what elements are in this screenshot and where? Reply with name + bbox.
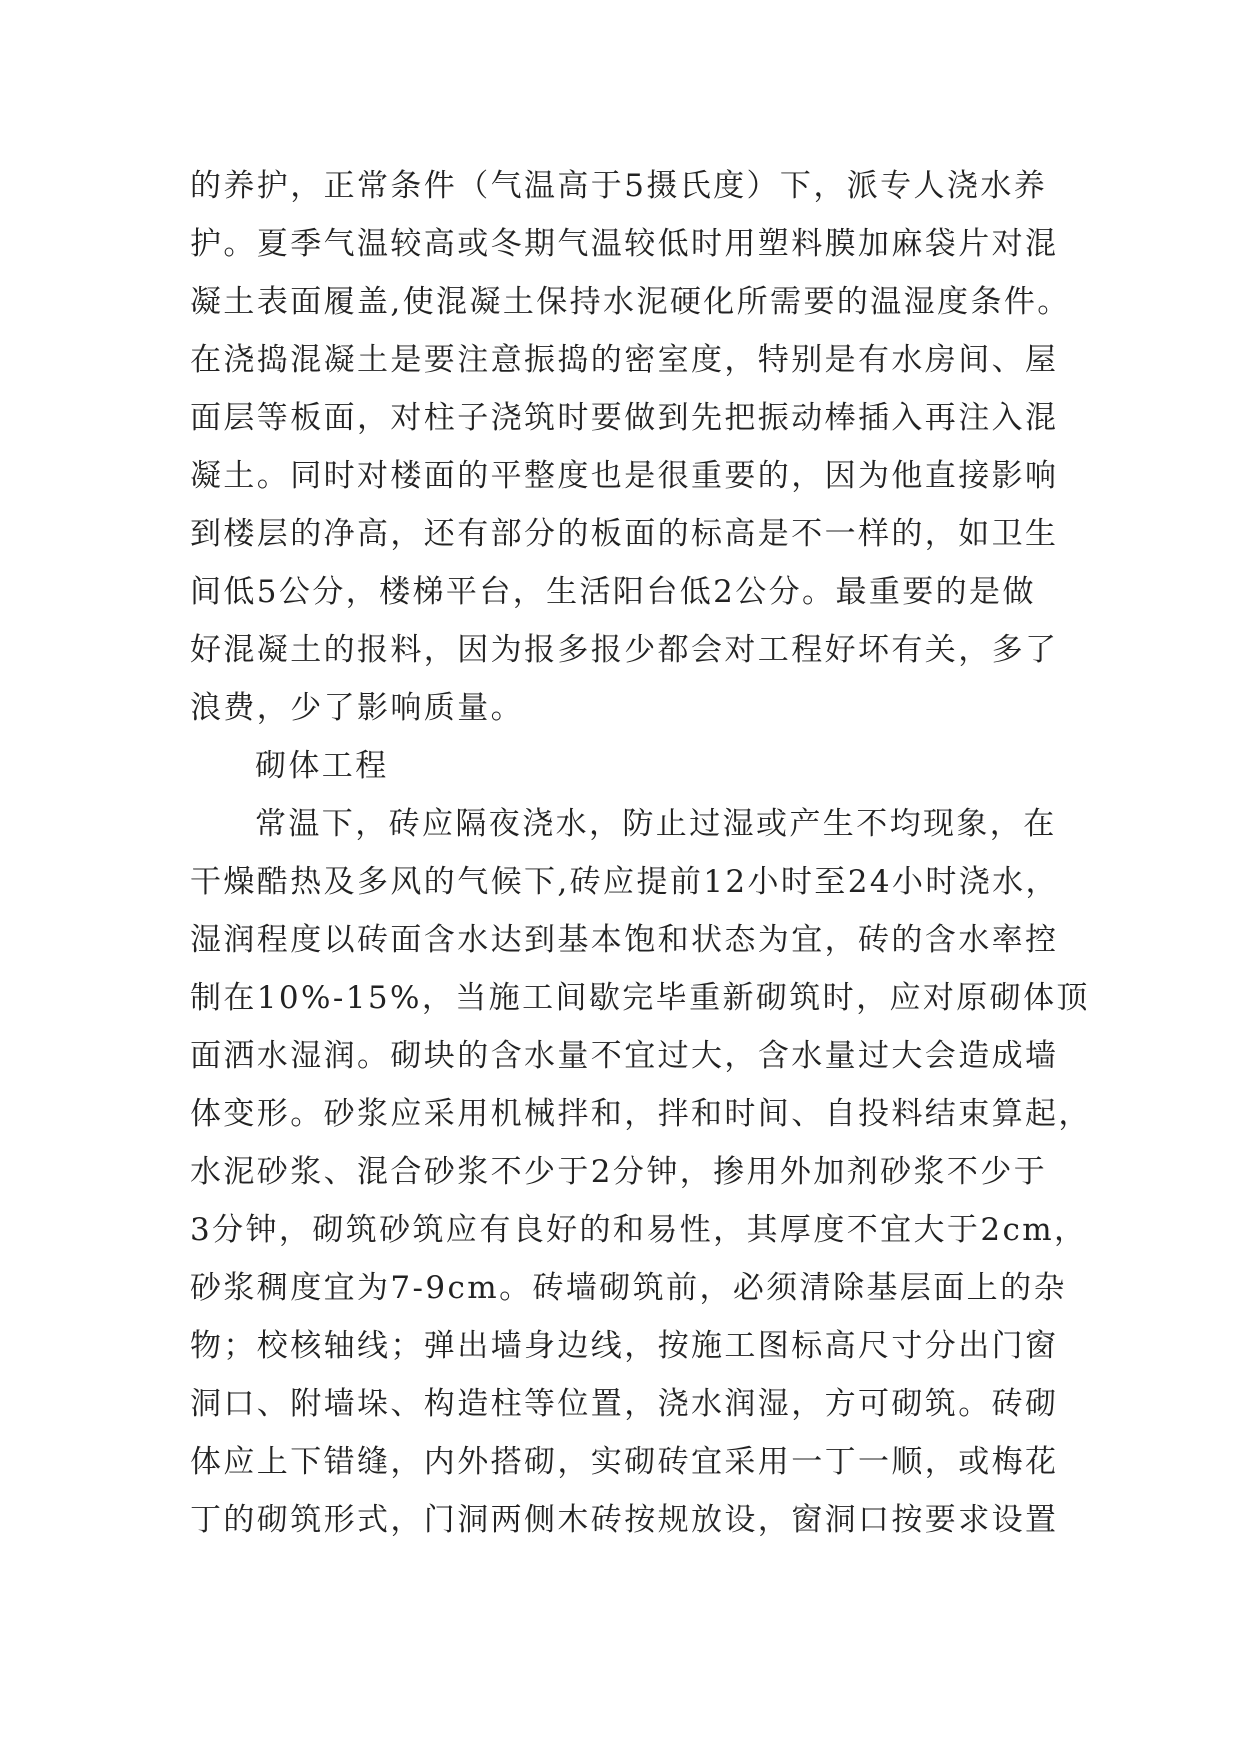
text-line: 水泥砂浆、混合砂浆不少于2分钟，掺用外加剂砂浆不少于 xyxy=(190,1154,1048,1190)
text-line: 好混凝土的报料，因为报多报少都会对工程好坏有关，多了 xyxy=(190,632,1059,668)
text-line: 凝土。同时对楼面的平整度也是很重要的，因为他直接影响 xyxy=(190,458,1059,494)
text-line: 面洒水湿润。砌块的含水量不宜过大，含水量过大会造成墙 xyxy=(190,1038,1059,1074)
text-line: 物；校核轴线；弹出墙身边线，按施工图标高尺寸分出门窗 xyxy=(190,1328,1059,1364)
text-line: 的养护，正常条件（气温高于5摄氏度）下，派专人浇水养 xyxy=(190,168,1048,204)
text-line: 干燥酷热及多风的气候下,砖应提前12小时至24小时浇水， xyxy=(190,864,1059,900)
text-line: 面层等板面，对柱子浇筑时要做到先把振动棒插入再注入混 xyxy=(190,400,1059,436)
text-line: 体变形。砂浆应采用机械拌和，拌和时间、自投料结束算起， xyxy=(190,1096,1092,1132)
text-line: 常温下，砖应隔夜浇水，防止过湿或产生不均现象，在 xyxy=(255,806,1057,842)
text-line: 丁的砌筑形式，门洞两侧木砖按规放设，窗洞口按要求设置 xyxy=(190,1502,1059,1538)
text-line: 在浇捣混凝土是要注意振捣的密室度，特别是有水房间、屋 xyxy=(190,342,1059,378)
text-line: 浪费，少了影响质量。 xyxy=(190,690,524,726)
text-line: 3分钟，砌筑砂筑应有良好的和易性，其厚度不宜大于2cm， xyxy=(190,1212,1088,1248)
text-line: 砂浆稠度宜为7-9cm。砖墙砌筑前，必须清除基层面上的杂 xyxy=(190,1270,1067,1306)
text-line: 湿润程度以砖面含水达到基本饱和状态为宜，砖的含水率控 xyxy=(190,922,1059,958)
text-line: 制在10%-15%，当施工间歇完毕重新砌筑时，应对原砌体顶 xyxy=(190,980,1090,1016)
text-line: 洞口、附墙垛、构造柱等位置，浇水润湿，方可砌筑。砖砌 xyxy=(190,1386,1059,1422)
text-line: 到楼层的净高，还有部分的板面的标高是不一样的，如卫生 xyxy=(190,516,1059,552)
text-line: 凝土表面履盖,使混凝土保持水泥硬化所需要的温湿度条件。 xyxy=(190,284,1071,320)
text-line: 护。夏季气温较高或冬期气温较低时用塑料膜加麻袋片对混 xyxy=(190,226,1059,262)
text-line: 体应上下错缝，内外搭砌，实砌砖宜采用一丁一顺，或梅花 xyxy=(190,1444,1059,1480)
text-line: 间低5公分，楼梯平台，生活阳台低2公分。最重要的是做 xyxy=(190,574,1036,610)
section-heading: 砌体工程 xyxy=(255,748,389,784)
